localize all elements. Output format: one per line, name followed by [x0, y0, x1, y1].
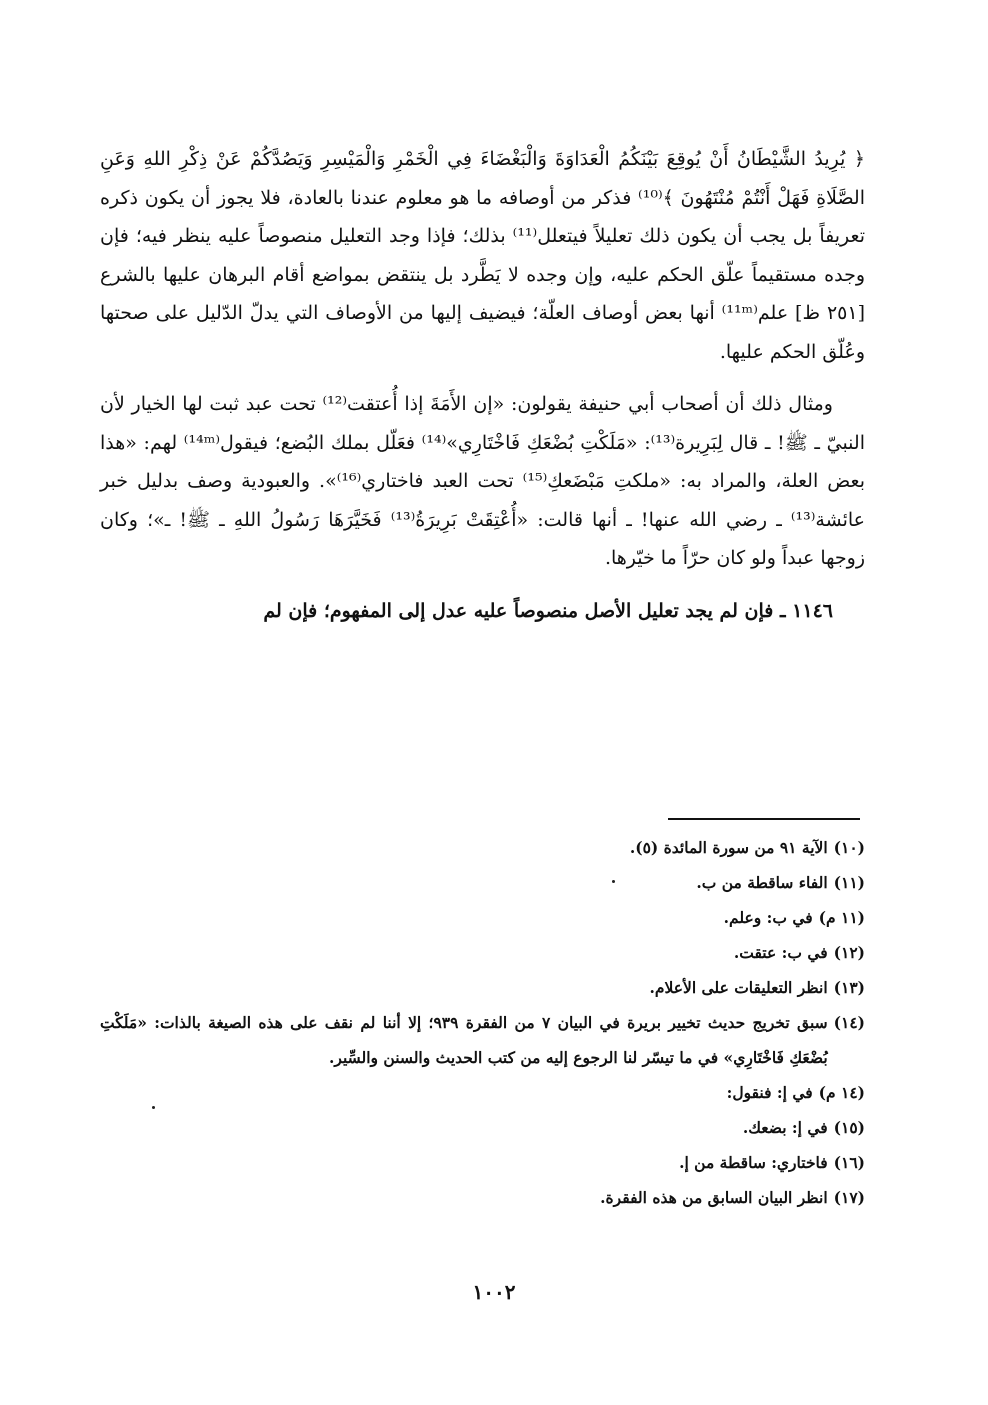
- footnote-number: (١٧): [833, 1188, 865, 1207]
- footnotes: [100, 830, 865, 1215]
- footnote-14: [100, 1005, 865, 1075]
- scan-speck: [612, 880, 615, 883]
- footnote-number: (١٥): [833, 1118, 865, 1137]
- footnote-number: (١٣): [833, 978, 865, 997]
- footnote-text: انظر التعليقات على الأعلام.: [649, 978, 828, 997]
- footnote-text: الفاء ساقطة من ب.: [696, 873, 828, 892]
- footnote-text: في ب: عتقت.: [733, 943, 828, 962]
- footnote-text: فاختاري: ساقطة من إ.: [679, 1153, 828, 1172]
- footnote-13: [100, 970, 865, 1005]
- footnote-15: [100, 1110, 865, 1145]
- footnote-number: (١٢): [833, 943, 865, 962]
- footnote-number: (١١ م): [818, 908, 865, 927]
- scan-speck: [152, 1106, 155, 1109]
- footnote-text: في ب: وعلم.: [723, 908, 813, 927]
- main-text: [100, 140, 865, 630]
- footnote-10: [100, 830, 865, 865]
- footnote-17: [100, 1180, 865, 1215]
- footnote-number: (١٤): [833, 1013, 865, 1032]
- footnote-11: [100, 865, 865, 900]
- footnote-number: (١٦): [833, 1153, 865, 1172]
- footnote-text: في إ: بضعك.: [742, 1118, 828, 1137]
- page-number: ١٠٠٢: [472, 1280, 516, 1304]
- footnote-14m: [100, 1075, 865, 1110]
- paragraph-1: ﴿ يُرِيدُ الشَّيْطَانُ أَنْ يُوقِعَ بَيْنَكُمُ الْعَدَاوَةَ وَالْبَغْضَاءَ فِي الْخَمْرِ وَالْمَيْسِرِ وَيَصُدَّكُمْ عَنْ ذِكْرِ اللهِ وَعَنِ الصَّلَاةِ فَهَلْ أَنْتُمْ مُنْتَهُونَ ﴾⁽¹⁰⁾ فذكر من أوصافه ما هو معلوم عندنا بالعادة، فلا يجوز أن يكون ذكره تعريفاً بل يجب أن يكون ذلك تعليلاً فيتعلل⁽¹¹⁾ بذلك؛ فإذا وجد التعليل منصوصاً عليه ينظر فيه؛ فإن وجده مستقيماً علّق الحكم عليه، وإن وجده لا يَطَّرد بل ينتقض بمواضع أقام البرهان عليها بالشرع [٢٥١ ظ] علم⁽¹¹ᵐ⁾ أنها بعض أوصاف العلّة؛ فيضيف إليها من الأوصاف التي يدلّ الدّليل على صحتها وعُلّق الحكم عليها.: [100, 148, 866, 363]
- footnote-text: في إ: فنقول:: [726, 1083, 813, 1102]
- footnote-11m: [100, 900, 865, 935]
- footnote-number: (١٤ م): [818, 1083, 865, 1102]
- footnote-separator: [668, 818, 860, 820]
- footnote-text: انظر البيان السابق من هذه الفقرة.: [600, 1188, 828, 1207]
- footnote-text: الآية ٩١ من سورة المائدة (٥).: [629, 838, 828, 857]
- paragraph-3-section-1146: ١١٤٦ ـ فإن لم يجد تعليل الأصل منصوصاً عليه عدل إلى المفهوم؛ فإن لم: [263, 599, 833, 622]
- footnote-number: (١٠): [833, 838, 865, 857]
- footnote-number: (١١): [833, 873, 865, 892]
- paragraph-2: ومثال ذلك أن أصحاب أبي حنيفة يقولون: «إن الأَمَةَ إذا أُعتقت⁽¹²⁾ تحت عبد ثبت لها الخيار لأن النبيّ ـ ﷺ! ـ قال لِبَرِيرة⁽¹³⁾: «مَلَكْتِ بُضْعَكِ فَاخْتَارِي»⁽¹⁴⁾ فعَلّل بملك البُضع؛ فيقول⁽¹⁴ᵐ⁾ لهم: «هذا بعض العلة، والمراد به: «ملكتِ مَبْضَعكِ⁽¹⁵⁾ تحت العبد فاختاري⁽¹⁶⁾». والعبودية وصف بدليل خبر عائشة⁽¹³⁾ ـ رضي الله عنها! ـ أنها قالت: «أُعْتِقَتْ بَرِيرَةُ⁽¹³⁾ فَخَيَّرَهَا رَسُولُ اللهِ ـ ﷺ! ـ»؛ وكان زوجها عبداً ولو كان حرّاً ما خيّرها.: [100, 393, 865, 569]
- footnote-16: [100, 1145, 865, 1180]
- footnote-text: سبق تخريج حديث تخيير بريرة في البيان ٧ من الفقرة ٩٣٩؛ إلا أننا لم نقف على هذه الصيغة بالذات: «مَلَكْتِ بُضْعَكِ فَاخْتَارِي» في ما تيسّر لنا الرجوع إليه من كتب الحديث والسنن والسِّير.: [100, 1013, 828, 1067]
- footnote-12: [100, 935, 865, 970]
